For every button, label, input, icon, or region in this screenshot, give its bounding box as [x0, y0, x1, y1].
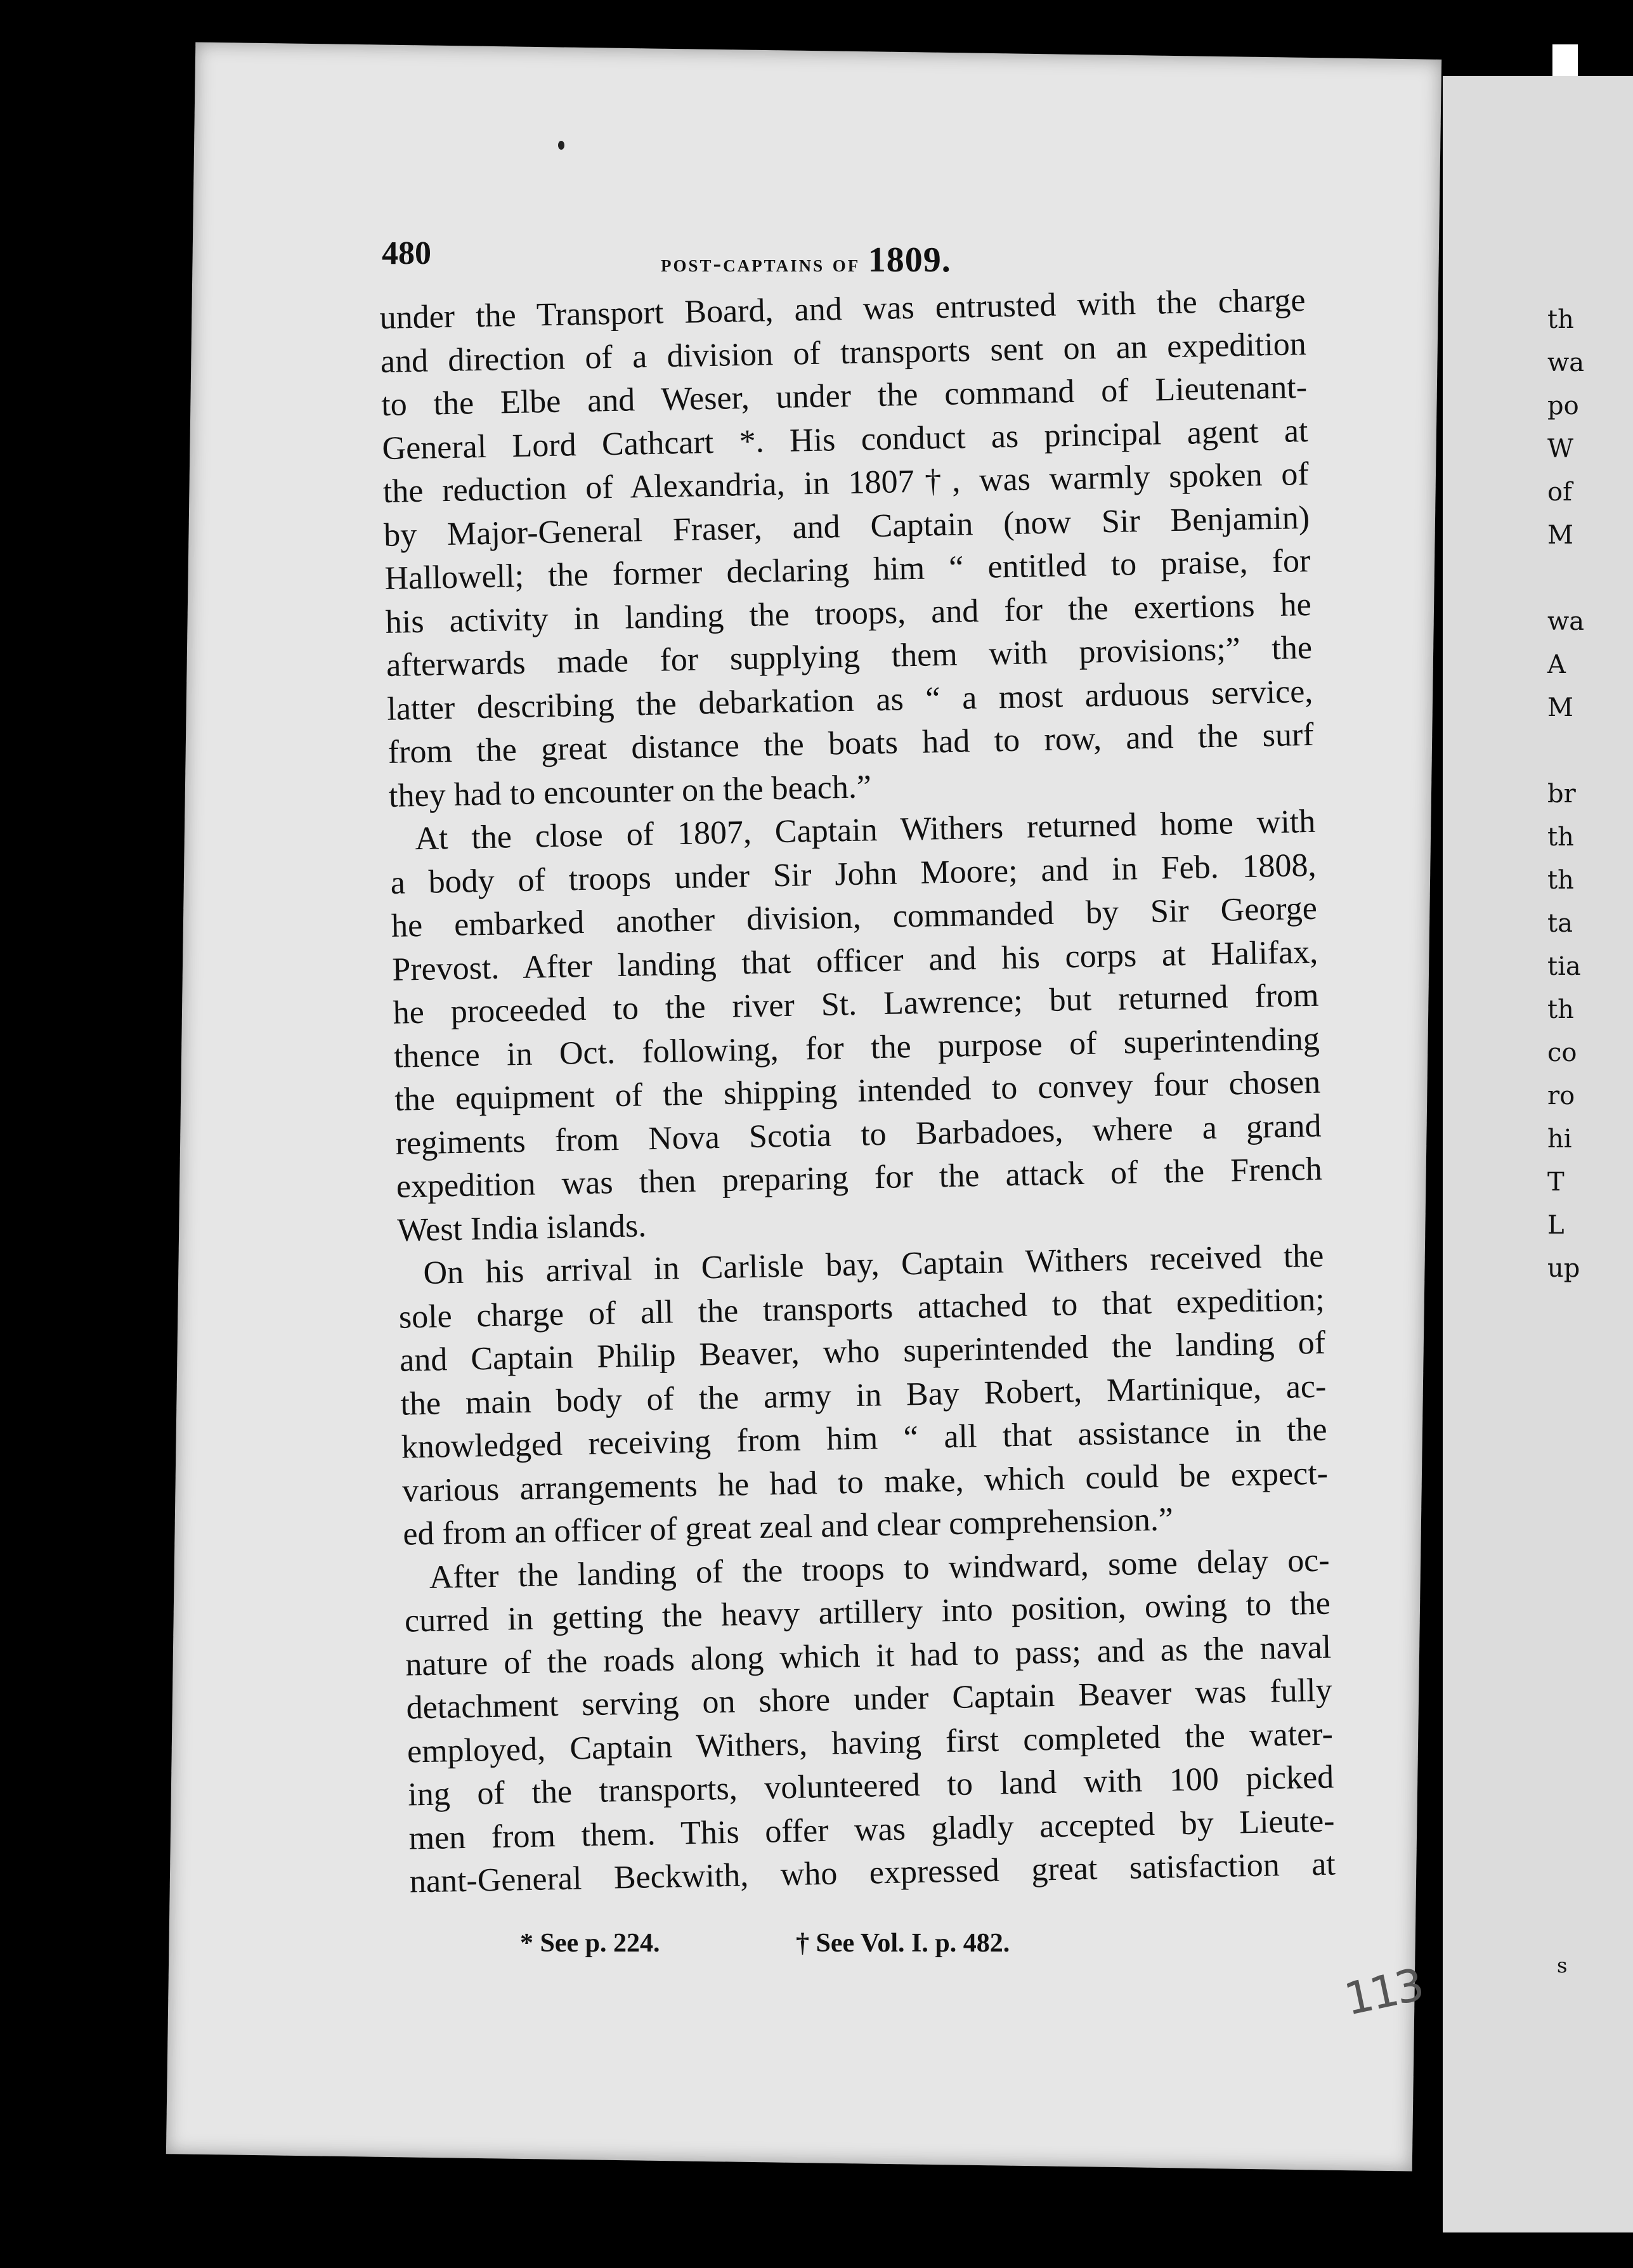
running-title-year: 1809.	[868, 240, 951, 280]
facing-fragment: W	[1547, 434, 1574, 464]
facing-fragment: T	[1547, 1168, 1565, 1197]
facing-fragment: wa	[1547, 348, 1585, 377]
facing-fragment: th	[1547, 866, 1574, 895]
facing-fragment: ta	[1547, 909, 1573, 938]
text-line: they had to encounter on the beach.”	[388, 768, 872, 814]
text-line: detachment serving on shore under Captain Beaver was fully	[406, 1672, 1333, 1726]
facing-fragment	[1547, 557, 1584, 600]
text-line: General Lord Cathcart *. His conduct as principal agent at	[382, 412, 1308, 467]
facing-fragment: up	[1547, 1254, 1580, 1283]
text-line: ing of the transports, volunteered to land with 100 picked	[407, 1759, 1334, 1813]
facing-fragment: th	[1547, 305, 1574, 334]
text-line: Hallowell; the former declaring him “ entitled to praise, for	[384, 542, 1311, 597]
text-line: a body of troops under Sir John Moore; and in Feb. 1808,	[390, 847, 1317, 901]
text-line: nant-General Beckwith, who expressed great satisfaction at	[409, 1846, 1336, 1900]
running-title	[661, 240, 951, 280]
facing-fragment: ro	[1547, 1081, 1575, 1111]
text-line: West India islands.	[396, 1207, 647, 1249]
text-line: At the close of 1807, Captain Withers returned home with	[414, 803, 1316, 857]
text-line: the reduction of Alexandria, in 1807†, was warmly spoken of	[382, 455, 1310, 510]
text-line: knowledged receiving from him “ all that assistance in the	[401, 1411, 1328, 1466]
text-line: employed, Captain Withers, having first completed the water-	[407, 1716, 1334, 1770]
corner-tab	[1552, 44, 1578, 76]
text-line: he embarked another division, commanded by Sir George	[391, 890, 1318, 944]
facing-page-footer: s	[1557, 1953, 1568, 1978]
facing-fragment: co	[1547, 1038, 1577, 1067]
facing-fragment: th	[1547, 823, 1574, 852]
text-line: men from them. This offer was gladly accepted by Lieute-	[408, 1802, 1335, 1857]
text-line: thence in Oct. following, for the purpose of superintending	[393, 1020, 1320, 1075]
text-line: and direction of a division of transports sent on an expedition	[380, 325, 1307, 380]
text-line: from the great distance the boats had to row, and the surf	[387, 716, 1315, 771]
facing-fragment: M	[1547, 521, 1573, 550]
facing-fragment: of	[1547, 478, 1572, 507]
facing-page	[1443, 76, 1633, 2232]
footnote-1: * See p. 224.	[520, 1929, 660, 1958]
facing-page-text	[1547, 298, 1584, 1290]
text-line: he proceeded to the river St. Lawrence; but returned from	[393, 977, 1319, 1031]
text-line: nature of the roads along which it had to pass; and as the naval	[405, 1629, 1332, 1683]
text-line: various arrangements he had to make, which could be expect-	[401, 1455, 1329, 1509]
text-line: the equipment of the shipping intended to convey four chosen	[394, 1064, 1321, 1118]
facing-fragment: br	[1547, 779, 1576, 809]
text-line: curred in getting the heavy artillery into position, owing to the	[404, 1585, 1331, 1639]
facing-fragment: th	[1547, 995, 1574, 1024]
text-line: regiments from Nova Scotia to Barbadoes, where a grand	[395, 1107, 1322, 1162]
text-line: by Major-General Fraser, and Captain (now Sir Benjamin)	[383, 499, 1310, 554]
text-line: On his arrival in Carlisle bay, Captain Withers received the	[423, 1237, 1324, 1291]
facing-fragment: L	[1547, 1211, 1565, 1240]
body-text	[379, 279, 1336, 1904]
facing-fragment: A	[1547, 650, 1566, 679]
text-line: sole charge of all the transports attached to that expedition;	[398, 1281, 1325, 1336]
running-title-text: post-captains of	[661, 251, 861, 277]
facing-fragment: po	[1547, 391, 1579, 420]
facing-fragment: hi	[1547, 1124, 1572, 1154]
text-line: ed from an officer of great zeal and clear comprehension.”	[402, 1501, 1174, 1553]
text-line: and Captain Philip Beaver, who superintended the landing of	[399, 1324, 1326, 1379]
ink-dot	[558, 141, 564, 150]
facing-fragment: M	[1547, 693, 1573, 722]
text-line: After the landing of the troops to windward, some delay oc-	[429, 1542, 1330, 1596]
text-line: expedition was then preparing for the attack of the French	[396, 1150, 1323, 1205]
page-number: 480	[382, 235, 431, 271]
facing-fragment: tia	[1547, 952, 1581, 981]
text-line: under the Transport Board, and was entrusted with the charge	[379, 282, 1306, 336]
text-line: latter describing the debarkation as “ a most arduous service,	[386, 673, 1313, 727]
text-line: the main body of the army in Bay Robert, Martinique, ac-	[400, 1368, 1327, 1423]
facing-fragment	[1547, 729, 1584, 772]
text-line: to the Elbe and Weser, under the command of Lieutenant-	[381, 368, 1308, 423]
text-line: afterwards made for supplying them with provisions;” the	[386, 629, 1313, 684]
footnote-2: † See Vol. I. p. 482.	[796, 1929, 1010, 1958]
text-line: Prevost. After landing that officer and his corps at Halifax,	[391, 934, 1318, 988]
pencil-annotation: 113	[1339, 1958, 1426, 2026]
facing-fragment: wa	[1547, 607, 1585, 636]
text-line: his activity in landing the troops, and for the exertions he	[385, 586, 1312, 641]
